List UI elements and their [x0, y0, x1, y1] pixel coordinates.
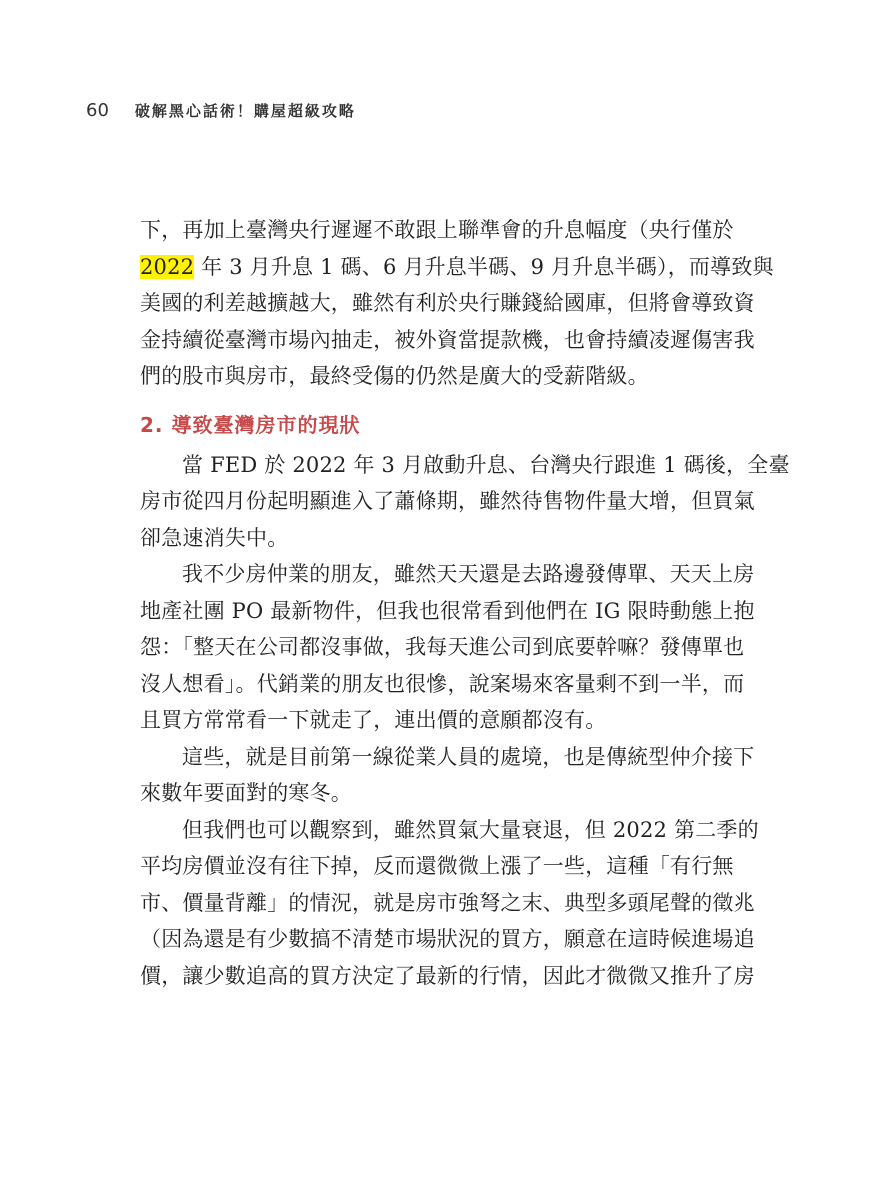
text-line: 地產社團 PO 最新物件，但我也很常看到他們在 IG 限時動態上抱 [140, 598, 755, 623]
text-line: 價，讓少數追高的買方決定了最新的行情，因此才微微又推升了房 [140, 963, 755, 988]
text-line: 下，再加上臺灣央行遲遲不敢跟上聯準會的升息幅度（央行僅於 [140, 218, 734, 242]
book-title: 破解黑心話術！購屋超級攻略 [134, 102, 356, 120]
text-line: 平均房價並沒有往下掉，反而還微微上漲了一些，這種「有行無 [140, 854, 734, 878]
text-line: （因為還是有少數搞不清楚市場狀況的買方，願意在這時候進場追 [140, 927, 755, 951]
paragraph-5 [140, 812, 759, 995]
text-line: 金持續從臺灣市場內抽走，被外資當提款機，也會持續凌遲傷害我 [140, 327, 755, 352]
text-line: 這些，就是目前第一線從業人員的處境，也是傳統型仲介接下 [182, 744, 755, 769]
text-line: 怨：「整天在公司都沒事做，我每天進公司到底要幹嘛？發傳單也 [140, 635, 745, 659]
running-header [86, 100, 356, 128]
text-line: 卻急速消失中。 [140, 525, 289, 550]
highlighted-text: 2022 [140, 254, 195, 279]
paragraph-3 [140, 556, 755, 739]
text-span: 年 3 月升息 1 碼、6 月升息半碼、9 月升息半碼），而導致與 [194, 254, 774, 279]
text-line: 房市從四月份起明顯進入了蕭條期，雖然待售物件量大增，但買氣 [140, 489, 755, 513]
text-line [140, 249, 774, 286]
paragraph-2 [140, 447, 790, 557]
section-heading: 2. 導致臺灣房市的現狀 [140, 412, 361, 437]
page-number: 60 [86, 100, 109, 121]
text-line: 但我們也可以觀察到，雖然買氣大量衰退，但 2022 第二季的 [182, 817, 759, 842]
text-line: 當 FED 於 2022 年 3 月啟動升息、台灣央行跟進 1 碼後，全臺 [182, 452, 790, 477]
paragraph-1 [140, 212, 774, 395]
text-line: 們的股市與房市，最終受傷的仍然是廣大的受薪階級。 [140, 364, 649, 388]
text-line: 來數年要面對的寒冬。 [140, 781, 352, 805]
body-text [140, 212, 790, 994]
paragraph-4 [140, 739, 755, 812]
text-line: 且買方常常看一下就走了，連出價的意願都沒有。 [140, 708, 607, 732]
text-line: 沒人想看」。代銷業的朋友也很慘，說案場來客量剩不到一半，而 [140, 671, 745, 696]
text-line: 市、價量背離」的情況，就是房市強弩之末、典型多頭尾聲的徵兆 [140, 890, 755, 915]
text-line: 我不少房仲業的朋友，雖然天天還是去路邊發傳單、天天上房 [182, 562, 755, 586]
text-line: 美國的利差越擴越大，雖然有利於央行賺錢給國庫，但將會導致資 [140, 291, 755, 315]
